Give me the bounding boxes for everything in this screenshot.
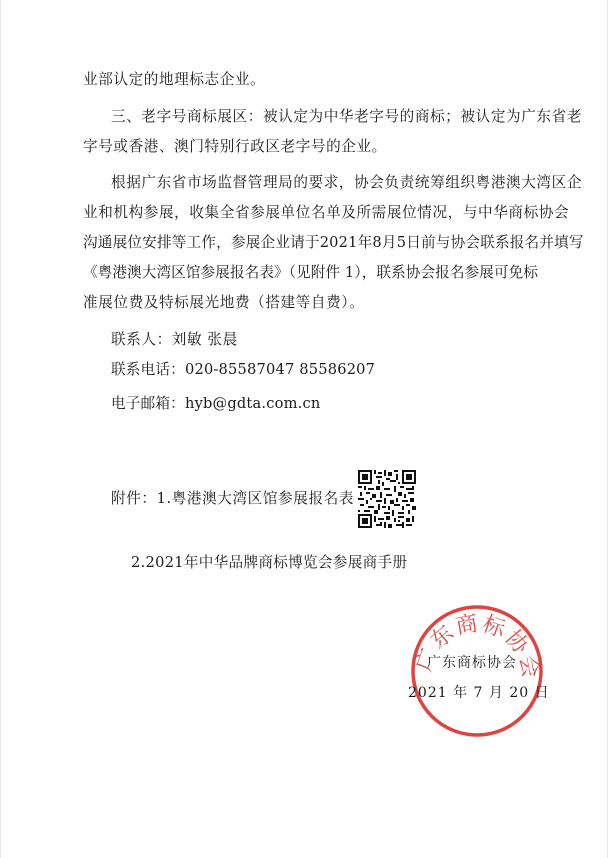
signature-org: 广东商标协会 xyxy=(427,655,517,671)
paragraph-line: 业和机构参展，收集全省参展单位名单及所需展位情况，与中华商标协会 xyxy=(83,204,570,221)
attachment-2: 2.2021年中华品牌商标博览会参展商手册 xyxy=(131,554,408,571)
svg-text:广东商标协会: 广东商标协会 xyxy=(411,610,544,682)
paragraph-line: 准展位费及特标展光地费（搭建等自费）。 xyxy=(83,294,365,311)
paragraph-line: 字号或香港、澳门特别行政区老字号的企业。 xyxy=(83,138,387,155)
paragraph-line: 根据广东省市场监督管理局的要求，协会负责统筹组织粤港澳大湾区企 xyxy=(111,174,583,191)
paragraph-line: 沟通展位安排等工作，参展企业请于2021年8月5日前与协会联系报名并填写 xyxy=(83,234,584,251)
contact-email: 电子邮箱：hyb@gdta.com.cn xyxy=(111,395,321,412)
paragraph-line: 三、老字号商标展区：被认定为中华老字号的商标；被认定为广东省老 xyxy=(111,108,583,125)
contact-person: 联系人：刘敏 张晨 xyxy=(111,331,238,348)
paragraph-line: 《粤港澳大湾区馆参展报名表》（见附件 1），联系协会报名参展可免标 xyxy=(83,264,539,281)
paragraph-line: 业部认定的地理标志企业。 xyxy=(83,71,266,88)
signature-date: 2021 年 7 月 20 日 xyxy=(408,685,550,701)
attachment-1: 附件：1.粤港澳大湾区馆参展报名表 xyxy=(111,490,355,507)
contact-phone: 联系电话：020-85587047 85586207 xyxy=(111,361,376,378)
qr-code xyxy=(358,470,416,528)
